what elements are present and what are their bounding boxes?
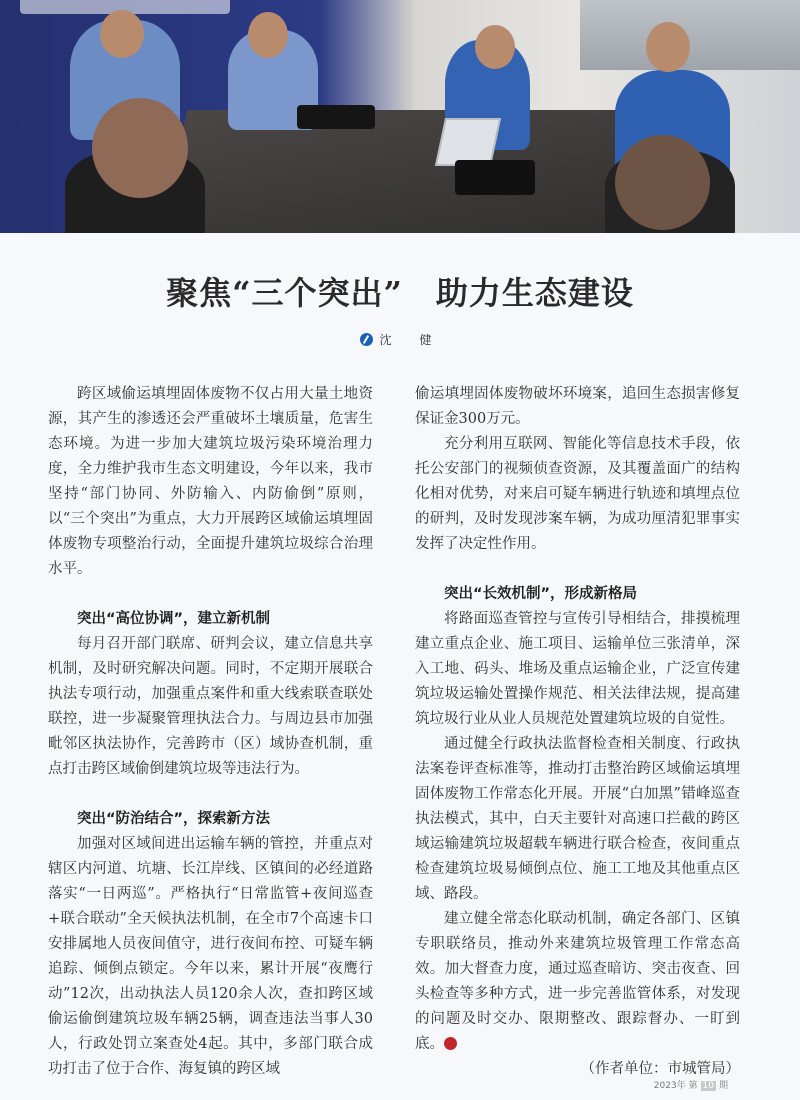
body-paragraph: 每月召开部门联席、研判会议，建立信息共享机制，及时研究解决问题。同时，不定期开展联合执法专项行动，加强重点案件和重大线索联查联处联控，进一步凝聚管理执法合力。与周边县市加强毗邻区执法协作，完善跨市（区）域协查机制，重点打击跨区域偷倒建筑垃圾等违法行为。	[48, 636, 373, 777]
left-column	[48, 382, 373, 1082]
paragraph-gap	[48, 582, 373, 607]
author-line	[0, 331, 800, 348]
section-heading: 突出“防治结合”，探索新方法	[77, 811, 271, 827]
section-heading: 突出“高位协调”，建立新机制	[77, 611, 271, 627]
person-head	[475, 25, 515, 69]
author-affiliation: （作者单位：市城管局）	[580, 1061, 740, 1077]
pen-icon	[360, 333, 373, 346]
page-footer	[654, 1078, 728, 1091]
header-photo	[0, 0, 800, 233]
section-heading: 突出“长效机制”，形成新格局	[444, 586, 638, 602]
bag	[297, 105, 375, 129]
body-paragraph: 将路面巡查管控与宣传引导相结合，排摸梳理建立重点企业、施工项目、运输单位三张清单，深入工地、码头、堆场及重点运输企业，广泛宣传建筑垃圾运输处置操作规范、相关法律法规，提高建筑垃圾行业从业人员规范处置建筑垃圾的自觉性。	[415, 611, 740, 727]
body-paragraph: 通过健全行政执法监督检查相关制度、行政执法案卷评查标准等，推动打击整治跨区域偷运填埋固体废物工作常态化开展。开展“白加黑”错峰巡查执法模式，其中，白天主要针对高速口拦截的跨区域运输建筑垃圾超载车辆进行联合检查，夜间重点检查建筑垃圾易倾倒点位、施工工地及其他重点区域、路段。	[415, 736, 740, 902]
person-head	[615, 135, 710, 230]
laptop	[435, 118, 501, 166]
paragraph-gap	[48, 782, 373, 807]
end-mark-icon	[444, 1037, 457, 1050]
window	[580, 0, 800, 70]
body-paragraph: 加强对区域间进出运输车辆的管控，并重点对辖区内河道、坑塘、长江岸线、区镇间的必经道路落实“一日两巡”。严格执行“日常监管+夜间巡查+联合联动”全天候执法机制，在全市7个高速卡口安排属地人员夜间值守，进行夜间布控、可疑车辆追踪、倾倒点锁定。今年以来，累计开展“夜鹰行动”12次，出动执法人员120余人次，查扣跨区域偷运偷倒建筑垃圾车辆25辆，调查违法当事人30人，行政处罚立案查处4起。其中，多部门联合成功打击了位于合作、海复镇的跨区域	[48, 836, 373, 1077]
body-paragraph: 跨区域偷运填埋固体废物不仅占用大量土地资源，其产生的渗透还会严重破坏土壤质量，危害生态环境。为进一步加大建筑垃圾污染环境治理力度，全力维护我市生态文明建设，今年以来，我市坚持“部门协同、外防输入、内防偷倒”原则，以“三个突出”为重点，大力开展跨区域偷运填埋固体废物专项整治行动，全面提升建筑垃圾综合治理水平。	[48, 386, 373, 577]
body-paragraph: 偷运填埋固体废物破坏环境案，追回生态损害修复保证金300万元。	[415, 386, 740, 427]
paragraph-gap	[415, 557, 740, 582]
person-head	[100, 10, 144, 58]
body-paragraph: 充分利用互联网、智能化等信息技术手段，依托公安部门的视频侦查资源，及其覆盖面广的结构化相对优势，对来启可疑车辆进行轨迹和填埋点位的研判，及时发现涉案车辆，为成功厘清犯罪事实发挥了决定性作用。	[415, 436, 740, 552]
footer-issue: 10	[702, 1081, 714, 1091]
body-paragraph	[415, 907, 740, 1057]
author-name: 沈 健	[379, 333, 440, 347]
footer-suffix: 期	[718, 1081, 728, 1091]
article-title: 聚焦“三个突出” 助力生态建设	[166, 274, 634, 312]
person-head	[646, 22, 690, 72]
person-head	[248, 12, 288, 58]
footer-year: 2023年 第	[653, 1081, 698, 1091]
recorder-device	[455, 160, 535, 195]
paragraph-text: 建立健全常态化联动机制，确定各部门、区镇专职联络员，推动外来建筑垃圾管理工作常态高效。加大督查力度，通过巡查暗访、突击夜查、回头检查等多种方式，进一步完善监管体系，对发现的问题及时交办、限期整改、跟踪督办、一盯到底。	[415, 911, 740, 1052]
person-head	[92, 98, 188, 198]
right-column	[415, 382, 740, 1082]
